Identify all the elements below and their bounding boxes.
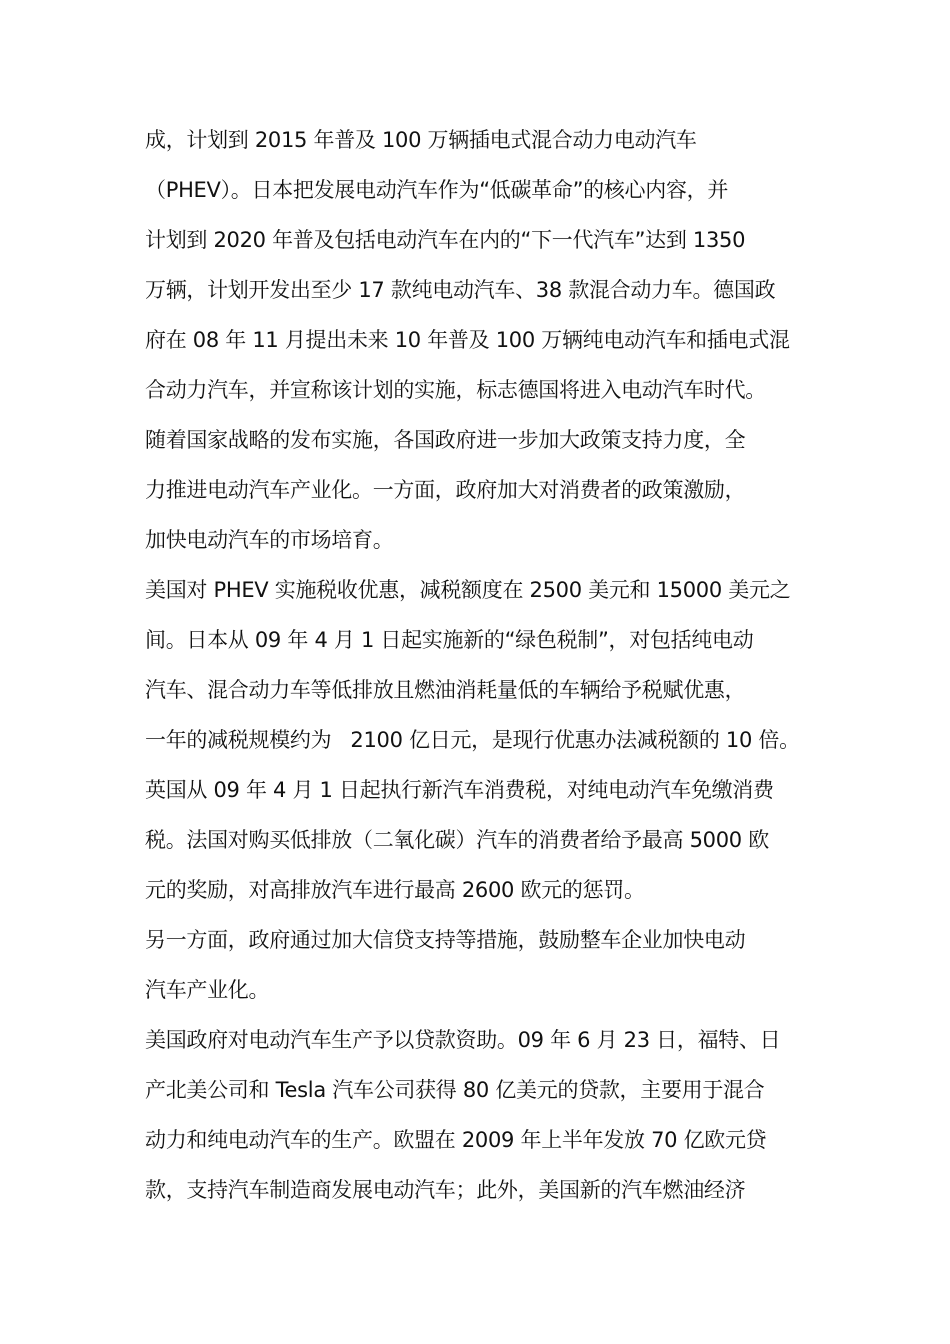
text-line: 力推进电动汽车产业化。一方面，政府加大对消费者的政策激励， [145,478,746,502]
text-line: 另一方面，政府通过加大信贷支持等措施，鼓励整车企业加快电动 [145,928,746,952]
text-line: 计划到 2020 年普及包括电动汽车在内的“下一代汽车”达到 1350 [145,228,746,252]
text-line: 汽车产业化。 [145,978,270,1002]
text-line: 加快电动汽车的市场培育。 [145,528,394,552]
text-line: 英国从 09 年 4 月 1 日起执行新汽车消费税，对纯电动汽车免缴消费 [145,778,774,802]
text-line: 合动力汽车，并宣称该计划的实施，标志德国将进入电动汽车时代。 [145,378,766,402]
text-line: （PHEV）。日本把发展电动汽车作为“低碳革命”的核心内容，并 [145,178,729,202]
text-line: 美国对 PHEV 实施税收优惠，减税额度在 2500 美元和 15000 美元之 [145,578,791,602]
text-line: 美国政府对电动汽车生产予以贷款资助。09 年 6 月 23 日，福特、日 [145,1028,781,1052]
text-line: 万辆，计划开发出至少 17 款纯电动汽车、38 款混合动力车。德国政 [145,278,776,302]
text-line: 一年的减税规模约为 2100 亿日元，是现行优惠办法减税额的 10 倍。 [145,728,800,752]
body-text [145,115,845,1215]
text-line: 汽车、混合动力车等低排放且燃油消耗量低的车辆给予税赋优惠， [145,678,746,702]
text-line: 随着国家战略的发布实施，各国政府进一步加大政策支持力度，全 [145,428,746,452]
text-line: 款，支持汽车制造商发展电动汽车；此外，美国新的汽车燃油经济 [145,1178,746,1202]
text-line: 府在 08 年 11 月提出未来 10 年普及 100 万辆纯电动汽车和插电式混 [145,328,790,352]
text-line: 元的奖励，对高排放汽车进行最高 2600 欧元的惩罚。 [145,878,645,902]
text-line: 动力和纯电动汽车的生产。欧盟在 2009 年上半年发放 70 亿欧元贷 [145,1128,767,1152]
text-line: 产北美公司和 Tesla 汽车公司获得 80 亿美元的贷款，主要用于混合 [145,1078,765,1102]
text-line: 税。法国对购买低排放（二氧化碳）汽车的消费者给予最高 5000 欧 [145,828,769,852]
text-line: 间。日本从 09 年 4 月 1 日起实施新的“绿色税制”，对包括纯电动 [145,628,754,652]
text-line: 成，计划到 2015 年普及 100 万辆插电式混合动力电动汽车 [145,128,697,152]
